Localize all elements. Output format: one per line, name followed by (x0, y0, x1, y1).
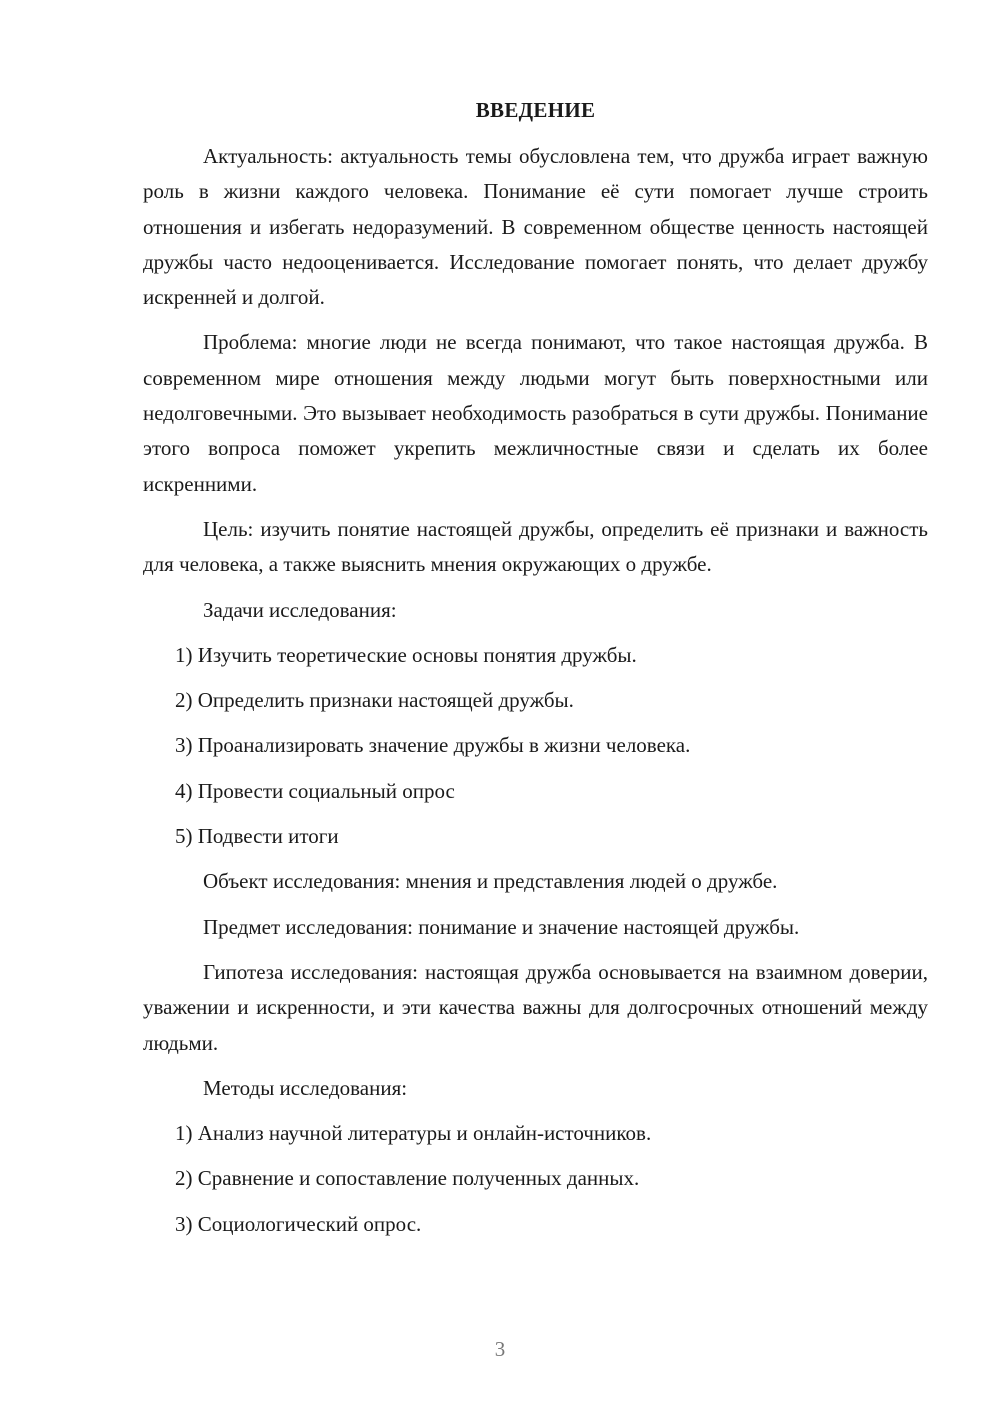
task-item: 2) Определить признаки настоящей дружбы. (175, 688, 574, 713)
subject-line: Предмет исследования: понимание и значение настоящей дружбы. (203, 914, 800, 939)
task-item: 3) Проанализировать значение дружбы в жизни человека. (175, 733, 691, 758)
task-item: 4) Провести социальный опрос (175, 778, 455, 803)
method-item: 1) Анализ научной литературы и онлайн-источников. (175, 1121, 652, 1146)
relevance-paragraph: Актуальность: актуальность темы обусловлена тем, что дружба играет важную роль в жизни каждого человека. Понимание её сути помогает лучше строить отношения и избегать недоразумений. В современном обществе ценность настоящей дружбы часто недооценивается. Исследование помогает понять, что делает дружбу искренней и долгой. (143, 144, 928, 310)
section-title: ВВЕДЕНИЕ (475, 98, 596, 122)
page-number: 3 (494, 1337, 506, 1361)
method-item: 2) Сравнение и сопоставление полученных данных. (175, 1166, 640, 1191)
tasks-heading: Задачи исследования: (203, 597, 397, 622)
methods-heading: Методы исследования: (203, 1075, 408, 1100)
task-item: 1) Изучить теоретические основы понятия дружбы. (175, 642, 637, 667)
goal-paragraph: Цель: изучить понятие настоящей дружбы, определить её признаки и важность для человека, а также выяснить мнения окружающих о дружбе. (143, 516, 928, 577)
page-content (143, 95, 928, 1252)
object-line: Объект исследования: мнения и представления людей о дружбе. (203, 869, 778, 894)
problem-paragraph: Проблема: многие люди не всегда понимают, что такое настоящая дружба. В современном мире отношения между людьми могут быть поверхностными или недолговечными. Это вызывает необходимость разобраться в сути дружбы. Понимание этого вопроса поможет укрепить межличностные связи и сделать их более искренними. (143, 330, 928, 496)
method-item: 3) Социологический опрос. (175, 1211, 422, 1236)
task-item: 5) Подвести итоги (175, 824, 339, 849)
hypothesis-paragraph: Гипотеза исследования: настоящая дружба основывается на взаимном доверии, уважении и искренности, и эти качества важны для долгосрочных отношений между людьми. (143, 959, 928, 1055)
